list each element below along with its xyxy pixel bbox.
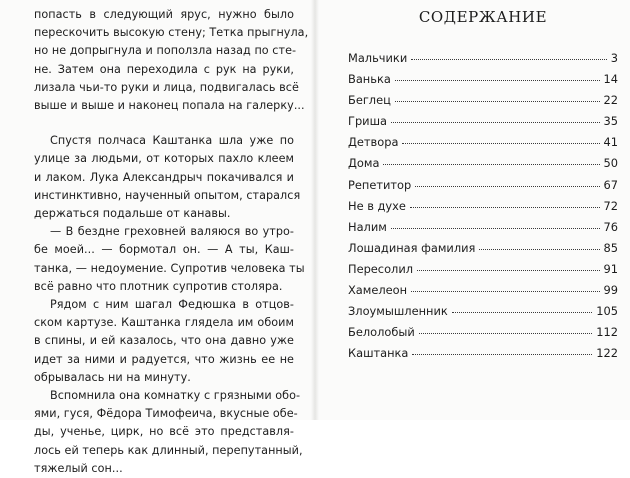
toc-leader-dots [411, 291, 599, 292]
text-line: танка, — недоумение. Супротив человека ты [34, 261, 305, 275]
toc-entry-page: 41 [603, 135, 618, 150]
toc-title: СОДЕРЖАНИЕ [418, 8, 548, 26]
toc-entry-page: 72 [603, 198, 618, 213]
toc-leader-dots [417, 270, 599, 271]
text-line [34, 423, 294, 441]
toc-entry-page: 35 [603, 114, 618, 129]
text-line: обрывалась ни на минуту. [34, 370, 191, 384]
toc-entry-page: 122 [596, 346, 618, 361]
toc-entry-title: Лошадиная фамилия [348, 240, 476, 255]
toc-entry[interactable] [348, 156, 618, 177]
text-line: не. Затем она переходила с рук на руки, [34, 62, 294, 76]
text-line: в спины, и ей казалось, что она давно уже [34, 334, 294, 348]
text-line: — В бездне греховней валяюся во утро- [50, 225, 294, 239]
toc-entry-page: 91 [603, 261, 618, 276]
table-of-contents [348, 51, 618, 367]
toc-entry-title: Дома [348, 156, 380, 171]
toc-entry-title: Детвора [348, 135, 399, 150]
toc-entry-title: Гриша [348, 114, 387, 129]
text-line: всё равно что плотник супротив столяра. [34, 279, 283, 293]
toc-entry[interactable] [348, 346, 618, 367]
toc-entry[interactable] [348, 51, 618, 72]
text-line-part-a: ды, ученье, цирк, но всё это представля- [34, 425, 294, 439]
text-line: но не допрыгнула и поползла назад по сте- [34, 44, 297, 58]
text-line: Спустя полчаса Каштанка шла уже по [50, 134, 294, 148]
toc-entry[interactable] [348, 241, 618, 262]
text-line: и лаком. Лука Александрыч покачивался и [34, 170, 294, 184]
text-line-part-b: лось ей теперь как длинный, перепутанный, [34, 443, 303, 457]
text-line [34, 442, 303, 460]
text-line: держаться подальше от канавы. [34, 207, 231, 221]
toc-entry-title: Налим [348, 219, 387, 234]
toc-leader-dots [415, 186, 599, 187]
toc-entry-page: 22 [603, 93, 618, 108]
toc-leader-dots [395, 80, 600, 81]
toc-leader-dots [412, 354, 592, 355]
toc-entry-title: Ванька [348, 72, 391, 87]
toc-entry[interactable] [348, 304, 618, 325]
toc-entry[interactable] [348, 325, 618, 346]
toc-entry-page: 76 [603, 219, 618, 234]
toc-entry-title: Не в духе [348, 198, 406, 213]
toc-entry-page: 99 [603, 283, 618, 298]
right-page [348, 8, 618, 367]
toc-entry-page: 67 [603, 177, 618, 192]
text-line: перескочить высокую стену; Тетка прыгнула, [34, 26, 309, 40]
left-page [34, 6, 309, 478]
toc-entry-title: Злоумышленник [348, 304, 448, 319]
toc-entry[interactable] [348, 72, 618, 93]
toc-entry[interactable] [348, 178, 618, 199]
text-line: идет за ними и радуется, что жизнь ее не [34, 352, 294, 366]
toc-entry[interactable] [348, 262, 618, 283]
toc-entry-page: 14 [603, 72, 618, 87]
text-line: Рядом с ним шагал Федюшка в отцов- [50, 298, 294, 312]
toc-entry-title: Белолобый [348, 325, 415, 340]
text-line: ском картузе. Каштанка глядела им обоим [34, 316, 294, 330]
toc-entry-title: Пересолил [348, 261, 414, 276]
toc-leader-dots [391, 228, 600, 229]
toc-entry-page: 112 [596, 325, 618, 340]
text-line: попасть в следующий ярус, нужно было [34, 8, 294, 21]
toc-entry[interactable] [348, 283, 618, 304]
toc-leader-dots [383, 164, 599, 165]
text-line: Вспомнила она комнатку с грязными обо- [50, 389, 301, 403]
toc-leader-dots [479, 249, 599, 250]
toc-entry[interactable] [348, 135, 618, 156]
toc-entry-page: 85 [603, 240, 618, 255]
text-line: ями, гуся, Фёдора Тимофеича, вкусные обе- [34, 407, 298, 421]
toc-leader-dots [419, 333, 593, 334]
text-line: лизала чьи-то руки и лица, подвигалась всё [34, 80, 299, 94]
toc-entry-title: Хамелеон [348, 283, 408, 298]
paragraph-1 [34, 6, 309, 115]
toc-entry-title: Каштанка [348, 346, 409, 361]
toc-leader-dots [391, 122, 600, 123]
toc-entry-page: 105 [596, 304, 618, 319]
text-line: выше и выше и наконец попала на галерку... [34, 99, 305, 113]
text-line: тяжелый сон... [34, 461, 123, 475]
toc-entry-page: 3 [610, 51, 618, 65]
toc-entry-title: Беглец [348, 93, 391, 108]
toc-entry-title: Репетитор [348, 177, 412, 192]
toc-leader-dots [402, 143, 599, 144]
toc-entry[interactable] [348, 220, 618, 241]
text-line: бе моей... — бормотал он. — А ты, Каш- [34, 243, 294, 257]
toc-entry[interactable] [348, 114, 618, 135]
toc-entry[interactable] [348, 199, 618, 220]
toc-leader-dots [411, 59, 607, 60]
toc-leader-dots [410, 207, 600, 208]
toc-leader-dots [452, 312, 592, 313]
paragraph-2 [34, 132, 305, 478]
text-line: инстинктивно, наученный опытом, старался [34, 188, 301, 202]
book-gutter [311, 0, 319, 420]
toc-entry-page: 50 [603, 156, 618, 171]
text-line: улице за людьми, от которых пахло клеем [34, 152, 294, 166]
toc-entry-title: Мальчики [348, 51, 408, 65]
toc-leader-dots [395, 101, 600, 102]
paragraph-spacer [34, 115, 294, 132]
toc-entry[interactable] [348, 93, 618, 114]
